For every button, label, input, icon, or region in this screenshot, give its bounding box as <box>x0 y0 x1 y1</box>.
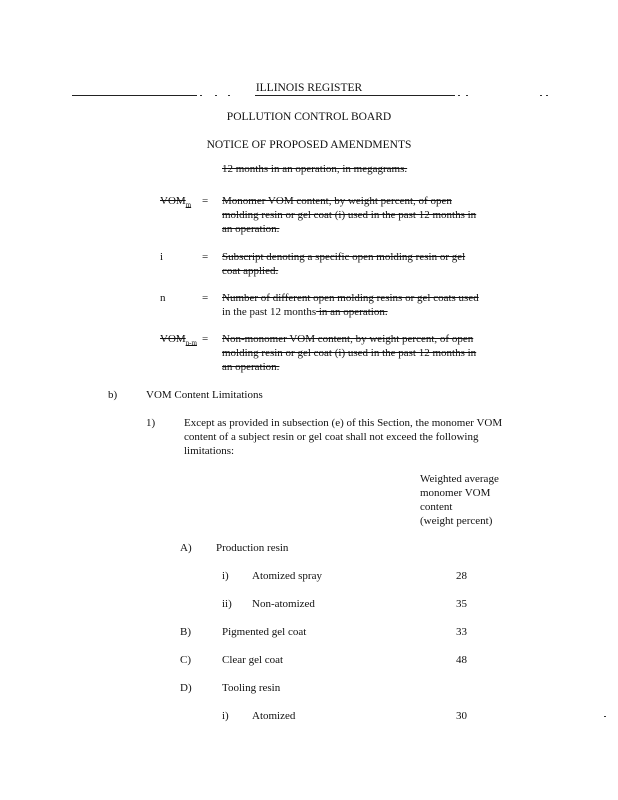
row-d-i-label: i) <box>222 710 229 722</box>
row-a-ii-value: 35 <box>456 598 467 610</box>
item-1-line1: Except as provided in subsection (e) of this Section, the monomer VOM <box>184 417 503 429</box>
header-rule-dot <box>466 95 468 96</box>
row-a-ii-label: ii) <box>222 598 232 610</box>
item-1-line3: limitations: <box>184 445 235 457</box>
register-title: ILLINOIS REGISTER <box>255 82 363 94</box>
vom-m-def-line1: Monomer VOM content, by weight percent, of open <box>222 195 452 207</box>
row-b-label: B) <box>180 626 191 638</box>
vom-nm-def-line1: Non-monomer VOM content, by weight percent, of open <box>222 333 474 345</box>
row-a-ii-name: Non-atomized <box>252 598 315 610</box>
n-def-line2 <box>222 306 388 318</box>
row-a-i-value: 28 <box>456 570 467 582</box>
header-rule-dot <box>200 95 202 96</box>
row-a-name: Production resin <box>216 542 289 554</box>
header-rule-dot <box>546 95 548 96</box>
row-d-name: Tooling resin <box>222 682 281 694</box>
n-def-line2-kept: in the past 12 months <box>222 306 317 318</box>
row-d-i-name: Atomized <box>252 710 296 722</box>
board-title: POLLUTION CONTROL BOARD <box>226 111 392 123</box>
i-def-line2: coat applied. <box>222 265 279 277</box>
vom-nm-equals: = <box>202 333 209 345</box>
n-def-line2-struck: in an operation. <box>316 306 388 318</box>
n-def-line1: Number of different open molding resins or gel coats used <box>222 292 479 304</box>
scan-speck <box>604 716 606 717</box>
row-c-name: Clear gel coat <box>222 654 284 666</box>
vom-m-symbol <box>160 195 191 209</box>
vom-m-subscript: m <box>185 201 192 210</box>
section-b-label: b) <box>108 389 118 401</box>
i-equals: = <box>202 251 209 263</box>
vom-nm-symbol <box>160 333 197 347</box>
vom-m-equals: = <box>202 195 209 207</box>
n-equals: = <box>202 292 209 304</box>
header-rule-dot <box>458 95 460 96</box>
header-rule-dot <box>215 95 217 96</box>
item-1-label: 1) <box>146 417 156 429</box>
column-header-line2: monomer VOM <box>420 487 491 499</box>
row-b-value: 33 <box>456 626 467 638</box>
row-a-label: A) <box>180 542 192 554</box>
vom-m-symbol-text: VOM <box>160 195 186 207</box>
vom-nm-symbol-text: VOM <box>160 333 186 345</box>
column-header-line4: (weight percent) <box>420 515 493 527</box>
column-header-line3: content <box>420 501 453 513</box>
i-symbol: i <box>160 251 164 263</box>
vom-m-def-line2: molding resin or gel coat (i) used in the past 12 months in <box>222 209 477 221</box>
row-c-label: C) <box>180 654 191 666</box>
vom-nm-subscript: n-m <box>185 339 197 348</box>
i-def-line1: Subscript denoting a specific open molding resin or gel <box>222 251 466 263</box>
header-rule-dot <box>228 95 230 96</box>
header-rule-mid <box>255 95 455 96</box>
row-c-value: 48 <box>456 654 467 666</box>
row-d-label: D) <box>180 682 192 694</box>
vom-nm-def-line2: molding resin or gel coat (i) used in the past 12 months in <box>222 347 477 359</box>
row-a-i-name: Atomized spray <box>252 570 322 582</box>
header-rule-left <box>72 95 197 96</box>
vom-m-def-line3: an operation. <box>222 223 280 235</box>
row-a-i-label: i) <box>222 570 229 582</box>
vom-nm-def-line3: an operation. <box>222 361 280 373</box>
notice-title: NOTICE OF PROPOSED AMENDMENTS <box>206 139 412 151</box>
header-rule-dot <box>540 95 542 96</box>
item-1-line2: content of a subject resin or gel coat shall not exceed the following <box>184 431 479 443</box>
n-symbol: n <box>160 292 166 304</box>
definition-continuation: 12 months in an operation, in megagrams. <box>222 163 408 175</box>
column-header-line1: Weighted average <box>420 473 499 485</box>
row-b-name: Pigmented gel coat <box>222 626 307 638</box>
section-b-title: VOM Content Limitations <box>146 389 263 401</box>
row-d-i-value: 30 <box>456 710 467 722</box>
